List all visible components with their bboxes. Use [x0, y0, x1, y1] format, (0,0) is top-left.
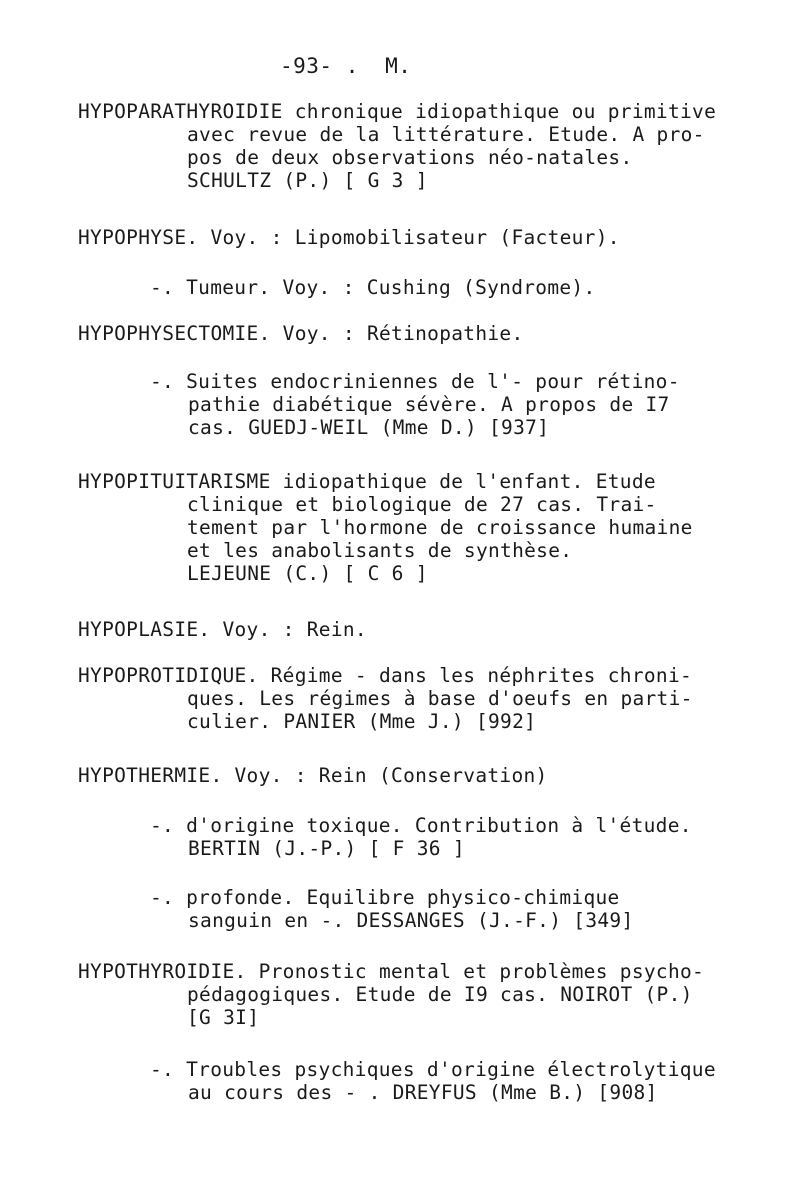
index-entry-hypophysectomie — [78, 322, 778, 345]
entry-line: et les anabolisants de synthèse. — [187, 539, 573, 562]
section-letter: M. — [385, 54, 412, 78]
index-subentry-origine-toxique — [150, 814, 780, 860]
page-number: -93- . — [280, 54, 359, 78]
entry-line: avec revue de la littérature. Etude. A pro- — [187, 123, 705, 146]
entry-line: HYPOPITUITARISME idiopathique de l'enfant. Etude — [78, 470, 656, 493]
index-entry-hypoprotidique — [78, 664, 778, 733]
entry-line: [G 3I] — [187, 1006, 260, 1029]
entry-line: HYPOPARATHYROIDIE chronique idiopathique ou primitive — [78, 100, 717, 123]
index-subentry-profonde — [150, 886, 780, 932]
entry-line: HYPOPLASIE. Voy. : Rein. — [78, 618, 367, 641]
entry-line: LEJEUNE (C.) [ C 6 ] — [187, 562, 428, 585]
entry-line: pos de deux observations néo-natales. — [187, 146, 633, 169]
entry-line: -. Suites endocriniennes de l'- pour rétino- — [150, 370, 680, 393]
index-entry-hypopituitarisme — [78, 470, 778, 585]
entry-line: BERTIN (J.-P.) [ F 36 ] — [188, 837, 465, 860]
index-entry-hypophyse — [78, 226, 778, 249]
entry-line: ques. Les régimes à base d'oeufs en parti- — [187, 687, 693, 710]
entry-line: -. d'origine toxique. Contribution à l'étude. — [150, 814, 692, 837]
entry-line: au cours des - . DREYFUS (Mme B.) [908] — [188, 1081, 658, 1104]
page-header — [280, 54, 411, 78]
entry-line: HYPOTHERMIE. Voy. : Rein (Conservation) — [78, 764, 548, 787]
index-subentry-suites-endocriniennes — [150, 370, 780, 439]
entry-line: -. Troubles psychiques d'origine électrolytique — [150, 1058, 716, 1081]
entry-line: HYPOPHYSECTOMIE. Voy. : Rétinopathie. — [78, 322, 524, 345]
entry-line: cas. GUEDJ-WEIL (Mme D.) [937] — [188, 416, 550, 439]
index-subentry-tumeur — [150, 276, 780, 299]
index-entry-hypothermie — [78, 764, 778, 787]
entry-line: HYPOTHYROIDIE. Pronostic mental et problèmes psycho- — [78, 960, 705, 983]
entry-line: SCHULTZ (P.) [ G 3 ] — [187, 169, 428, 192]
index-entry-hypothyroidie — [78, 960, 778, 1029]
entry-line: -. profonde. Equilibre physico-chimique — [150, 886, 620, 909]
entry-line: culier. PANIER (Mme J.) [992] — [187, 710, 537, 733]
index-entry-hypoparathyroidie — [78, 100, 778, 192]
index-entry-hypoplasie — [78, 618, 778, 641]
entry-line: -. Tumeur. Voy. : Cushing (Syndrome). — [150, 276, 596, 299]
entry-line: pédagogiques. Etude de I9 cas. NOIROT (P.) — [187, 983, 693, 1006]
entry-line: tement par l'hormone de croissance humaine — [187, 516, 693, 539]
index-subentry-troubles-psychiques — [150, 1058, 780, 1104]
entry-line: HYPOPHYSE. Voy. : Lipomobilisateur (Facteur). — [78, 226, 620, 249]
entry-line: sanguin en -. DESSANGES (J.-F.) [349] — [188, 909, 634, 932]
entry-line: pathie diabétique sévère. A propos de I7 — [188, 393, 670, 416]
entry-line: clinique et biologique de 27 cas. Trai- — [187, 493, 657, 516]
entry-line: HYPOPROTIDIQUE. Régime - dans les néphrites chroni- — [78, 664, 693, 687]
